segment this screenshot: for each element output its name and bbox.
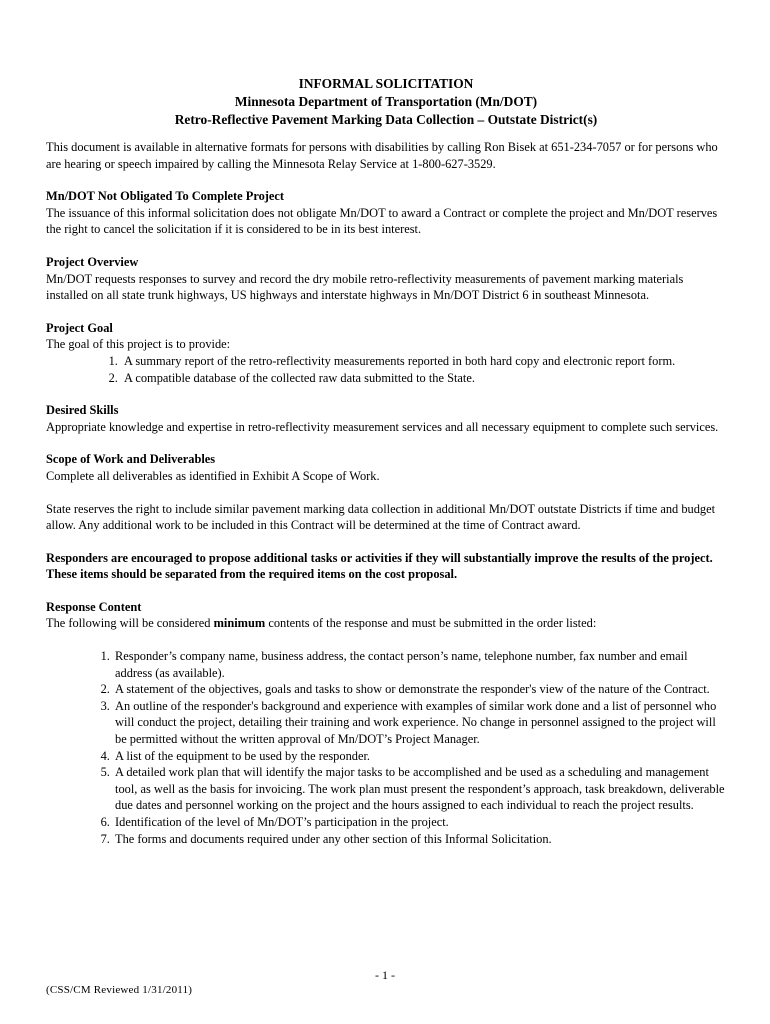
response-list: [46, 648, 726, 847]
title-line-2: Minnesota Department of Transportation (Mn/DOT): [234, 94, 538, 109]
page-number: - 1 -: [375, 968, 395, 982]
list-item: 7. The forms and documents required under any other section of this Informal Solicitation.: [113, 831, 726, 848]
heading-not-obligated: Mn/DOT Not Obligated To Complete Project: [46, 189, 285, 204]
bold-note-additional-tasks: Responders are encouraged to propose additional tasks or activities if they will substantially improve the results of the project. These items should be separated from the required items on the cost proposal.: [46, 550, 713, 582]
goal-list: [46, 353, 726, 386]
section-scope: [46, 451, 726, 484]
document-body: [46, 75, 726, 847]
title-line-1: INFORMAL SOLICITATION: [298, 76, 474, 91]
heading-project-overview: Project Overview: [46, 254, 139, 269]
section-response-content: [46, 599, 726, 847]
body-scope: Complete all deliverables as identified in Exhibit A Scope of Work.: [46, 468, 380, 483]
body-desired-skills: Appropriate knowledge and expertise in retro-reflectivity measurement services and all necessary equipment to complete such services.: [46, 419, 719, 434]
intro-paragraph: This document is available in alternative formats for persons with disabilities by calling Ron Bisek at 651-234-7057 or for persons who are hearing or speech impaired by calling the Minnesota Relay Service at 1-800-627-3529.: [46, 140, 718, 171]
list-item: 1. A summary report of the retro-reflectivity measurements reported in both hard copy and electronic report form.: [121, 353, 726, 370]
section-project-goal: [46, 320, 726, 386]
section-reserve: [46, 501, 726, 534]
list-item: 2. A compatible database of the collected raw data submitted to the State.: [121, 370, 726, 387]
heading-response-content: Response Content: [46, 599, 142, 614]
title-block: [46, 75, 726, 129]
response-intro-bold: minimum: [213, 616, 266, 631]
list-item: 4. A list of the equipment to be used by the responder.: [113, 748, 726, 765]
heading-scope: Scope of Work and Deliverables: [46, 452, 216, 467]
body-not-obligated: The issuance of this informal solicitation does not obligate Mn/DOT to award a Contract or complete the project and Mn/DOT reserves the right to cancel the solicitation if it is considered to be in its best interest.: [46, 205, 718, 237]
title-line-3: Retro-Reflective Pavement Marking Data Collection – Outstate District(s): [174, 112, 598, 127]
list-item: 1. Responder’s company name, business address, the contact person’s name, telephone number, fax number and email address (as available).: [113, 648, 726, 681]
body-reserve: State reserves the right to include similar pavement marking data collection in additional Mn/DOT outstate Districts if time and budget allow. Any additional work to be included in this Contract will be determined at the time of Contract award.: [46, 501, 716, 533]
list-item: 2. A statement of the objectives, goals and tasks to show or demonstrate the responder's view of the nature of the Contract.: [113, 681, 726, 698]
section-not-obligated: [46, 188, 726, 238]
list-item: 3. An outline of the responder's background and experience with examples of similar work done and a list of personnel who will conduct the project, detailing their training and work experience. No change in personnel assigned to the project will be permitted without the written approval of Mn/DOT’s Project Manager.: [113, 698, 726, 748]
heading-desired-skills: Desired Skills: [46, 403, 119, 418]
review-note: (CSS/CM Reviewed 1/31/2011): [46, 984, 193, 996]
section-project-overview: [46, 254, 726, 304]
body-project-goal: The goal of this project is to provide:: [46, 337, 231, 352]
list-item: 6. Identification of the level of Mn/DOT’s participation in the project.: [113, 814, 726, 831]
response-intro-before: The following will be considered: [46, 616, 214, 631]
section-desired-skills: [46, 402, 726, 435]
list-item: 5. A detailed work plan that will identify the major tasks to be accomplished and be used as a scheduling and management tool, as well as the basis for invoicing. The work plan must present the respondent’s approach, task breakdown, deliverable due dates and personnel working on the project and the hours assigned to each individual to reach the project results.: [113, 764, 726, 814]
body-response-intro: [46, 615, 726, 632]
body-project-overview: Mn/DOT requests responses to survey and record the dry mobile retro-reflectivity measurements of pavement marking materials installed on all state trunk highways, US highways and interstate highways in Mn/DOT District 6 in southeast Minnesota.: [46, 271, 684, 303]
response-intro-after: contents of the response and must be submitted in the order listed:: [265, 616, 597, 631]
heading-project-goal: Project Goal: [46, 320, 113, 335]
